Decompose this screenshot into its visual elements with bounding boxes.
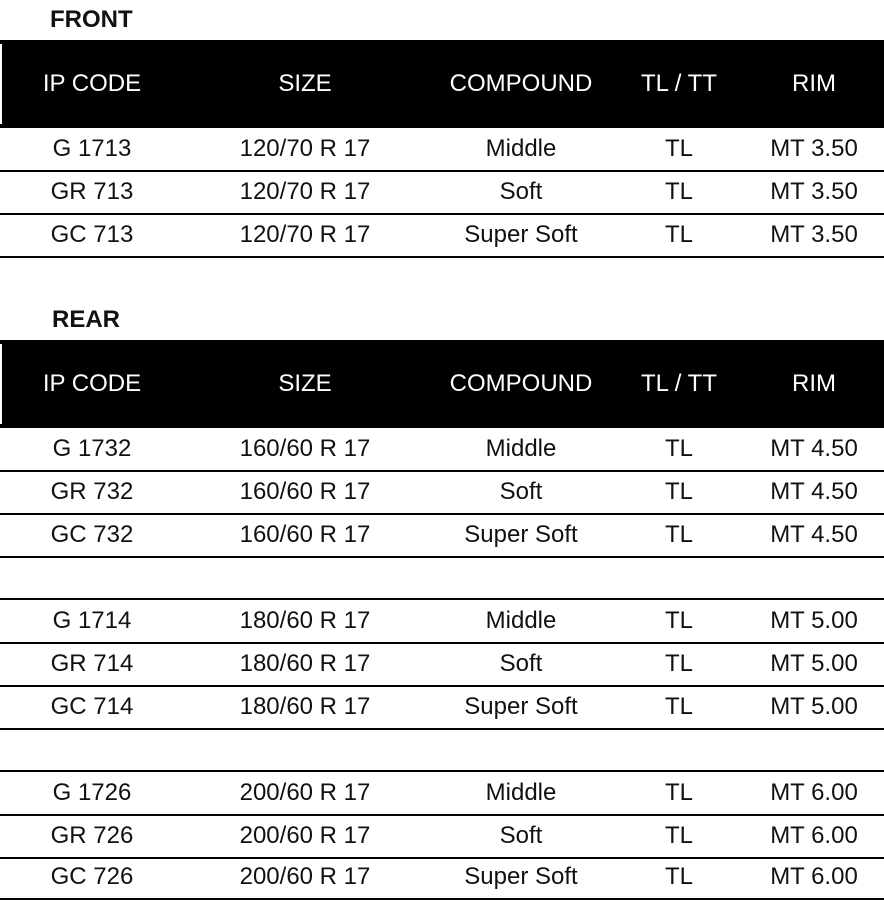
cell-ip-code: GR 732: [50, 478, 134, 505]
cell-size: 180/60 R 17: [239, 650, 371, 677]
cell-compound: Super Soft: [464, 693, 578, 720]
cell-compound: Super Soft: [464, 863, 578, 890]
cell-ip-code: G 1714: [52, 607, 132, 634]
cell-compound: Soft: [499, 822, 543, 849]
table-row: [0, 471, 884, 515]
table-row: [0, 428, 884, 472]
cell-rim: MT 6.00: [770, 779, 858, 806]
cell-ip-code: G 1726: [52, 779, 132, 806]
cell-ip-code: GC 714: [50, 693, 134, 720]
header-ip-code: IP CODE: [42, 370, 142, 397]
cell-tl-tt: TL: [664, 822, 693, 849]
cell-tl-tt: TL: [664, 435, 693, 462]
cell-size: 160/60 R 17: [239, 521, 371, 548]
cell-ip-code: GC 713: [50, 221, 134, 248]
cell-rim: MT 4.50: [770, 478, 858, 505]
cell-rim: MT 6.00: [770, 863, 858, 890]
header-tl-tt: TL / TT: [640, 70, 717, 97]
header-size: SIZE: [278, 70, 332, 97]
cell-ip-code: GC 726: [50, 863, 134, 890]
cell-tl-tt: TL: [664, 478, 693, 505]
cell-size: 120/70 R 17: [239, 221, 371, 248]
header-tl-tt: TL / TT: [640, 370, 717, 397]
table-row: [0, 686, 884, 730]
cell-ip-code: G 1732: [52, 435, 132, 462]
cell-rim: MT 5.00: [770, 693, 858, 720]
cell-tl-tt: TL: [664, 178, 693, 205]
cell-compound: Soft: [499, 478, 543, 505]
cell-rim: MT 4.50: [770, 435, 858, 462]
table-row: [0, 514, 884, 558]
table-row: [0, 815, 884, 859]
cell-ip-code: GR 713: [50, 178, 134, 205]
table-row: [0, 600, 884, 644]
cell-ip-code: GC 732: [50, 521, 134, 548]
cell-compound: Soft: [499, 178, 543, 205]
cell-tl-tt: TL: [664, 221, 693, 248]
cell-rim: MT 6.00: [770, 822, 858, 849]
cell-size: 200/60 R 17: [239, 779, 371, 806]
cell-tl-tt: TL: [664, 650, 693, 677]
cell-ip-code: GR 726: [50, 822, 134, 849]
cell-compound: Middle: [485, 435, 557, 462]
header-rim: RIM: [792, 370, 836, 397]
table-row: [0, 772, 884, 816]
header-compound: COMPOUND: [449, 70, 593, 97]
cell-tl-tt: TL: [664, 779, 693, 806]
cell-size: 120/70 R 17: [239, 135, 371, 162]
cell-tl-tt: TL: [664, 863, 693, 890]
table-row: [0, 214, 884, 258]
cell-ip-code: GR 714: [50, 650, 134, 677]
header-compound: COMPOUND: [449, 370, 593, 397]
cell-tl-tt: TL: [664, 607, 693, 634]
cell-tl-tt: TL: [664, 521, 693, 548]
rear-table-header: [0, 340, 884, 428]
cell-rim: MT 3.50: [770, 221, 858, 248]
cell-tl-tt: TL: [664, 693, 693, 720]
cell-size: 160/60 R 17: [239, 435, 371, 462]
cell-size: 120/70 R 17: [239, 178, 371, 205]
cell-size: 180/60 R 17: [239, 607, 371, 634]
cell-ip-code: G 1713: [52, 135, 132, 162]
cell-rim: MT 4.50: [770, 521, 858, 548]
cell-compound: Super Soft: [464, 221, 578, 248]
cell-compound: Middle: [485, 135, 557, 162]
cell-tl-tt: TL: [664, 135, 693, 162]
cell-size: 180/60 R 17: [239, 693, 371, 720]
cell-rim: MT 3.50: [770, 135, 858, 162]
cell-compound: Super Soft: [464, 521, 578, 548]
cell-compound: Middle: [485, 779, 557, 806]
cell-size: 200/60 R 17: [239, 822, 371, 849]
table-row: [0, 856, 884, 900]
cell-rim: MT 3.50: [770, 178, 858, 205]
header-size: SIZE: [278, 370, 332, 397]
cell-compound: Middle: [485, 607, 557, 634]
table-row: [0, 128, 884, 172]
table-row: [0, 643, 884, 687]
table-row: [0, 171, 884, 215]
cell-rim: MT 5.00: [770, 607, 858, 634]
header-rim: RIM: [792, 70, 836, 97]
cell-rim: MT 5.00: [770, 650, 858, 677]
cell-size: 160/60 R 17: [239, 478, 371, 505]
front-section-title: FRONT: [50, 6, 133, 33]
cell-compound: Soft: [499, 650, 543, 677]
cell-size: 200/60 R 17: [239, 863, 371, 890]
header-ip-code: IP CODE: [42, 70, 142, 97]
front-table-header: [0, 40, 884, 128]
rear-section-title: REAR: [52, 306, 121, 333]
